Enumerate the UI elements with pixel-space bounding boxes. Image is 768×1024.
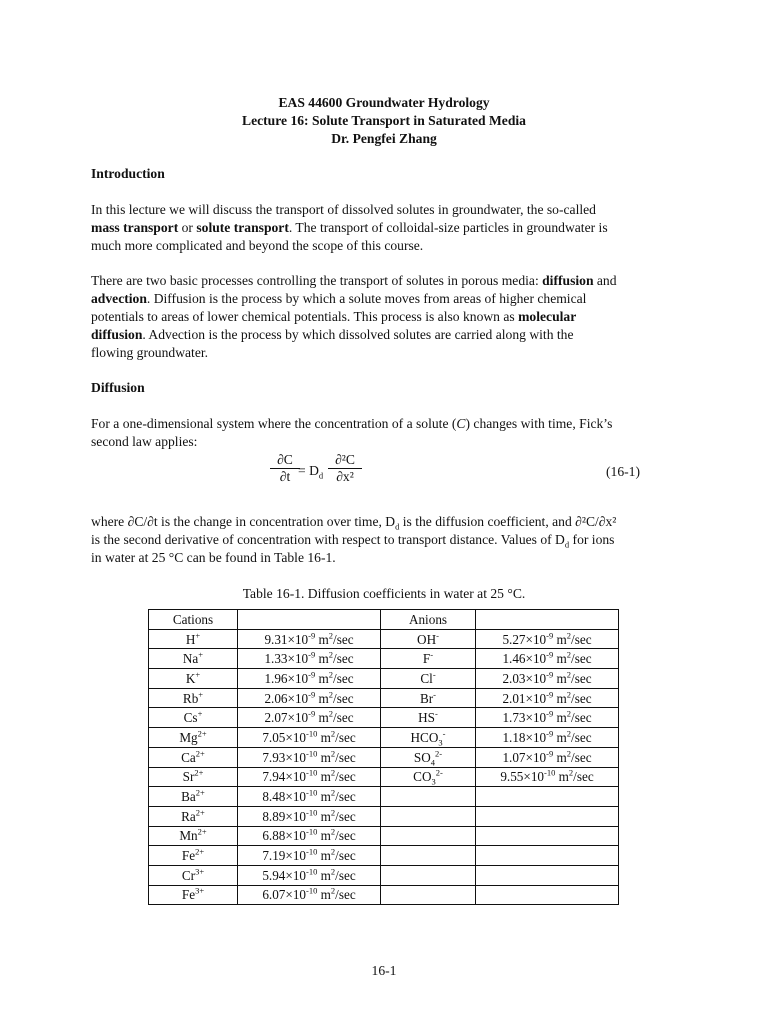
table-header-row xyxy=(149,610,619,630)
header-anions: Anions xyxy=(381,610,476,630)
unit-exponent: 2 xyxy=(566,649,572,660)
unit-exponent: 2 xyxy=(330,866,336,877)
coef-unit: m xyxy=(553,631,567,647)
coef-mantissa: 1.96×10 xyxy=(264,670,309,686)
coef-unit: m xyxy=(317,729,331,745)
term-mass-transport: mass transport xyxy=(91,220,179,235)
cation-coefficient xyxy=(238,688,381,708)
coef-unit: m xyxy=(553,749,567,765)
unit-exponent: 2 xyxy=(566,748,572,759)
table-row xyxy=(149,767,619,787)
coef-exponent: -10 xyxy=(306,728,318,739)
unit-exponent: 2 xyxy=(328,708,334,719)
coef-unit-sec: /sec xyxy=(571,651,592,667)
coef-exponent: -9 xyxy=(546,669,554,680)
coef-unit: m xyxy=(315,631,329,647)
anion-cell xyxy=(381,669,476,689)
anion-cell xyxy=(381,747,476,767)
cation-symbol: Sr xyxy=(182,769,195,785)
header-cation-values xyxy=(238,610,381,630)
table-row xyxy=(149,747,619,767)
anion-charge: - xyxy=(442,728,446,739)
table-row xyxy=(149,806,619,826)
coef-mantissa: 7.94×10 xyxy=(262,769,307,785)
intro-p1-line2-rest: . The transport of colloidal-size particles in groundwater is xyxy=(288,220,608,235)
coef-exponent: -10 xyxy=(306,787,318,798)
coef-unit: m xyxy=(553,710,567,726)
cation-coefficient xyxy=(238,708,381,728)
diff-p2-line2 xyxy=(91,531,691,549)
cation-charge: 3+ xyxy=(195,886,205,897)
coef-unit-sec: /sec xyxy=(571,729,592,745)
eq-rhs-denominator: ∂x² xyxy=(336,469,354,484)
coef-unit: m xyxy=(317,789,331,805)
anion-subscript: 4 xyxy=(430,757,435,768)
anion-symbol: HCO xyxy=(410,729,439,745)
cation-coefficient xyxy=(238,669,381,689)
unit-exponent: 2 xyxy=(330,728,336,739)
coef-unit-sec: /sec xyxy=(571,670,592,686)
diff-p2-text-a: where ∂C/∂t is the change in concentration over time, D xyxy=(91,514,396,529)
coef-unit: m xyxy=(317,887,331,903)
cation-symbol: Cs xyxy=(183,710,198,726)
cation-cell xyxy=(149,826,238,846)
cation-cell xyxy=(149,747,238,767)
cation-symbol: H xyxy=(185,631,196,647)
cation-symbol: Ra xyxy=(181,808,196,824)
cation-charge: + xyxy=(197,708,203,719)
eq-lhs-numerator: ∂C xyxy=(270,452,300,469)
table-row xyxy=(149,669,619,689)
anion-symbol: OH xyxy=(417,631,437,647)
coef-unit-sec: /sec xyxy=(571,710,592,726)
intro-p2-line5: flowing groundwater. xyxy=(91,345,209,360)
intro-p2-line3-text: potentials to areas of lower chemical potentials. This process is also known as xyxy=(91,309,519,324)
coef-mantissa: 9.31×10 xyxy=(264,631,309,647)
cation-charge: 2+ xyxy=(197,827,207,838)
unit-exponent: 2 xyxy=(566,689,572,700)
lecture-title: Lecture 16: Solute Transport in Saturated Media xyxy=(242,113,526,128)
coef-unit-sec: /sec xyxy=(335,808,356,824)
cation-cell xyxy=(149,688,238,708)
eq-d-subscript: d xyxy=(318,470,324,481)
coef-exponent: -10 xyxy=(306,827,318,838)
diff-p2-line1 xyxy=(91,513,691,531)
anion-coefficient xyxy=(476,747,619,767)
cation-charge: 3+ xyxy=(195,866,205,877)
coef-mantissa: 8.48×10 xyxy=(262,789,307,805)
diff-p2-sub-b: d xyxy=(564,539,570,550)
table-row xyxy=(149,846,619,866)
anion-coefficient xyxy=(476,629,619,649)
intro-p2-line3 xyxy=(91,308,646,326)
term-molecular: molecular xyxy=(518,309,577,324)
cation-symbol: Mn xyxy=(179,828,198,844)
anion-coefficient xyxy=(476,806,619,826)
coef-exponent: -10 xyxy=(306,886,318,897)
coef-unit-sec: /sec xyxy=(573,769,594,785)
coef-exponent: -9 xyxy=(546,748,554,759)
coef-unit-sec: /sec xyxy=(333,670,354,686)
intro-p2-line1 xyxy=(91,272,646,290)
anion-coefficient xyxy=(476,688,619,708)
coef-unit-sec: /sec xyxy=(335,887,356,903)
cation-coefficient xyxy=(238,846,381,866)
coef-exponent: -9 xyxy=(308,669,316,680)
anion-symbol: CO xyxy=(413,769,432,785)
cation-charge: + xyxy=(198,689,204,700)
coef-unit-sec: /sec xyxy=(335,769,356,785)
unit-exponent: 2 xyxy=(330,787,336,798)
intro-paragraph-2 xyxy=(91,272,646,362)
header-anion-values xyxy=(476,610,619,630)
coef-mantissa: 8.89×10 xyxy=(262,808,307,824)
cation-symbol: Rb xyxy=(182,690,199,706)
cation-charge: 2+ xyxy=(195,748,205,759)
diffusion-paragraph-2 xyxy=(91,513,691,567)
anion-charge: - xyxy=(430,649,434,660)
cation-cell xyxy=(149,669,238,689)
term-diffusion: diffusion xyxy=(542,273,594,288)
cation-symbol: Mg xyxy=(179,729,198,745)
coef-mantissa: 1.18×10 xyxy=(502,729,547,745)
unit-exponent: 2 xyxy=(328,669,334,680)
coef-unit-sec: /sec xyxy=(335,867,356,883)
anion-coefficient xyxy=(476,846,619,866)
cation-charge: 2+ xyxy=(197,728,207,739)
coef-mantissa: 2.01×10 xyxy=(502,690,547,706)
anion-coefficient xyxy=(476,826,619,846)
cation-charge: 2+ xyxy=(195,807,205,818)
coef-unit-sec: /sec xyxy=(335,729,356,745)
term-advection: advection xyxy=(91,291,147,306)
anion-symbol: Cl xyxy=(420,670,433,686)
table-row xyxy=(149,728,619,748)
coef-unit-sec: /sec xyxy=(335,789,356,805)
anion-coefficient xyxy=(476,708,619,728)
anion-charge: 2- xyxy=(435,748,443,759)
cation-symbol: Ba xyxy=(181,789,196,805)
table-row xyxy=(149,787,619,807)
course-title: EAS 44600 Groundwater Hydrology xyxy=(278,95,490,110)
coef-mantissa: 6.07×10 xyxy=(262,887,307,903)
cation-symbol: Cr xyxy=(181,867,196,883)
cation-symbol: K xyxy=(185,670,196,686)
coef-unit: m xyxy=(553,651,567,667)
cation-coefficient xyxy=(238,629,381,649)
diff-p2-sub-a: d xyxy=(395,521,400,532)
cation-cell xyxy=(149,629,238,649)
instructor-name: Dr. Pengfei Zhang xyxy=(331,131,437,146)
cation-charge: + xyxy=(195,669,201,680)
intro-p2-line2-text: . Diffusion is the process by which a solute moves from areas of higher chemical xyxy=(146,291,587,306)
coef-mantissa: 2.06×10 xyxy=(264,690,309,706)
coef-unit: m xyxy=(317,749,331,765)
anion-cell xyxy=(381,649,476,669)
anion-subscript: 3 xyxy=(438,737,443,748)
table-row xyxy=(149,826,619,846)
diff-p2-text-b: is the second derivative of concentration with respect to transport distance. Values of D xyxy=(91,532,565,547)
anion-symbol: HS xyxy=(418,710,435,726)
table-caption: Table 16-1. Diffusion coefficients in water at 25 °C. xyxy=(242,586,526,601)
cation-charge: + xyxy=(195,630,201,641)
anion-coefficient xyxy=(476,767,619,787)
coef-exponent: -9 xyxy=(546,630,554,641)
eq-rhs-numerator: ∂²C xyxy=(328,452,362,469)
coef-exponent: -10 xyxy=(306,767,318,778)
anion-subscript: 3 xyxy=(431,776,436,787)
anion-cell xyxy=(381,806,476,826)
coef-mantissa: 5.27×10 xyxy=(502,631,547,647)
coef-unit: m xyxy=(315,710,329,726)
cation-cell xyxy=(149,728,238,748)
anion-cell xyxy=(381,708,476,728)
anion-coefficient xyxy=(476,865,619,885)
anion-cell xyxy=(381,688,476,708)
unit-exponent: 2 xyxy=(330,886,336,897)
coef-unit: m xyxy=(553,670,567,686)
coef-unit-sec: /sec xyxy=(333,690,354,706)
anion-cell xyxy=(381,846,476,866)
eq-middle xyxy=(298,462,323,480)
coef-mantissa: 5.94×10 xyxy=(262,867,307,883)
unit-exponent: 2 xyxy=(566,669,572,680)
coef-exponent: -9 xyxy=(546,728,554,739)
anion-symbol: Br xyxy=(419,690,434,706)
coef-exponent: -9 xyxy=(546,708,554,719)
cation-charge: 2+ xyxy=(195,846,205,857)
anion-cell xyxy=(381,728,476,748)
unit-exponent: 2 xyxy=(328,630,334,641)
coef-unit: m xyxy=(553,729,567,745)
coef-mantissa: 7.19×10 xyxy=(262,848,307,864)
coef-exponent: -10 xyxy=(544,767,556,778)
table-row xyxy=(149,629,619,649)
coef-mantissa: 9.55×10 xyxy=(500,769,545,785)
anion-charge: - xyxy=(436,630,439,641)
anion-coefficient xyxy=(476,728,619,748)
cation-coefficient xyxy=(238,885,381,905)
coef-unit-sec: /sec xyxy=(335,848,356,864)
diffusion-paragraph-1 xyxy=(91,415,646,451)
diff-p1-text-b: ) changes with time, Fick’s xyxy=(465,416,613,431)
cation-coefficient xyxy=(238,747,381,767)
coef-exponent: -9 xyxy=(546,649,554,660)
term-solute-transport: solute transport xyxy=(196,220,289,235)
cation-charge: 2+ xyxy=(194,767,204,778)
header-cations: Cations xyxy=(149,610,238,630)
coef-unit-sec: /sec xyxy=(333,631,354,647)
coef-exponent: -9 xyxy=(308,649,316,660)
coef-mantissa: 6.88×10 xyxy=(262,828,307,844)
intro-p1-line3: much more complicated and beyond the scope of this course. xyxy=(91,238,424,253)
intro-p2-line4-text: . Advection is the process by which dissolved solutes are carried along with the xyxy=(142,327,574,342)
cation-coefficient xyxy=(238,728,381,748)
eq-lhs-denominator: ∂t xyxy=(279,469,291,484)
unit-exponent: 2 xyxy=(330,846,336,857)
anion-symbol: F xyxy=(422,651,431,667)
cation-cell xyxy=(149,865,238,885)
unit-exponent: 2 xyxy=(330,827,336,838)
concentration-variable: C xyxy=(456,416,466,431)
intro-p2-line4 xyxy=(91,326,646,344)
unit-exponent: 2 xyxy=(330,748,336,759)
page-number: 16-1 xyxy=(371,963,397,978)
anion-cell xyxy=(381,629,476,649)
coef-mantissa: 1.73×10 xyxy=(502,710,547,726)
coef-exponent: -10 xyxy=(306,846,318,857)
cation-cell xyxy=(149,649,238,669)
coef-mantissa: 7.93×10 xyxy=(262,749,307,765)
coef-unit-sec: /sec xyxy=(333,710,354,726)
unit-exponent: 2 xyxy=(328,689,334,700)
anion-coefficient xyxy=(476,885,619,905)
coef-unit: m xyxy=(317,769,331,785)
intro-p1-line1: In this lecture we will discuss the transport of dissolved solutes in groundwater, the so-called xyxy=(91,202,596,217)
coef-mantissa: 1.46×10 xyxy=(502,651,547,667)
cation-coefficient xyxy=(238,806,381,826)
anion-cell xyxy=(381,885,476,905)
anion-symbol: SO xyxy=(413,749,431,765)
table-row xyxy=(149,708,619,728)
coef-exponent: -10 xyxy=(306,807,318,818)
coef-unit: m xyxy=(315,690,329,706)
table-row xyxy=(149,865,619,885)
cation-cell xyxy=(149,708,238,728)
cation-coefficient xyxy=(238,826,381,846)
eq-equals-d: = D xyxy=(298,463,319,478)
equation-number: (16-1) xyxy=(606,464,640,479)
anion-coefficient xyxy=(476,649,619,669)
coef-unit-sec: /sec xyxy=(335,828,356,844)
coef-unit: m xyxy=(555,769,569,785)
cation-cell xyxy=(149,846,238,866)
eq-lhs-fraction xyxy=(270,452,300,485)
term-molecular-diffusion: diffusion xyxy=(91,327,143,342)
coef-exponent: -9 xyxy=(308,630,316,641)
coef-unit: m xyxy=(553,690,567,706)
cation-cell xyxy=(149,787,238,807)
coef-exponent: -9 xyxy=(308,689,316,700)
cation-coefficient xyxy=(238,649,381,669)
cation-coefficient xyxy=(238,787,381,807)
cation-symbol: Na xyxy=(182,651,199,667)
cation-charge: + xyxy=(198,649,204,660)
unit-exponent: 2 xyxy=(330,807,336,818)
intro-p1-line2 xyxy=(91,219,646,237)
intro-p2-line1-end: and xyxy=(593,273,617,288)
anion-cell xyxy=(381,865,476,885)
unit-exponent: 2 xyxy=(568,767,574,778)
unit-exponent: 2 xyxy=(566,728,572,739)
diffusion-coefficient-table xyxy=(148,609,619,905)
introduction-heading: Introduction xyxy=(91,166,165,181)
coef-mantissa: 7.05×10 xyxy=(262,729,307,745)
cation-coefficient xyxy=(238,767,381,787)
cation-symbol: Fe xyxy=(181,887,196,903)
coef-unit: m xyxy=(317,808,331,824)
coef-unit-sec: /sec xyxy=(571,690,592,706)
coef-exponent: -10 xyxy=(306,748,318,759)
anion-cell xyxy=(381,826,476,846)
intro-paragraph-1 xyxy=(91,201,646,255)
unit-exponent: 2 xyxy=(566,630,572,641)
cation-symbol: Ca xyxy=(181,749,196,765)
coef-unit-sec: /sec xyxy=(571,749,592,765)
anion-cell xyxy=(381,787,476,807)
coef-unit: m xyxy=(315,670,329,686)
coef-mantissa: 1.33×10 xyxy=(264,651,309,667)
diff-p2-text-b2: for ions xyxy=(569,532,615,547)
table-row xyxy=(149,649,619,669)
intro-p2-line2 xyxy=(91,290,646,308)
unit-exponent: 2 xyxy=(566,708,572,719)
anion-coefficient xyxy=(476,669,619,689)
diff-p1-line2: second law applies: xyxy=(91,434,198,449)
anion-cell xyxy=(381,767,476,787)
diff-p1-line1 xyxy=(91,415,646,433)
cation-cell xyxy=(149,806,238,826)
cation-charge: 2+ xyxy=(195,787,205,798)
unit-exponent: 2 xyxy=(330,767,336,778)
anion-charge: 2- xyxy=(435,767,443,778)
coef-exponent: -9 xyxy=(546,689,554,700)
intro-p1-or: or xyxy=(178,220,197,235)
coef-mantissa: 2.03×10 xyxy=(502,670,547,686)
cation-cell xyxy=(149,885,238,905)
diffusion-heading: Diffusion xyxy=(91,380,145,395)
coef-mantissa: 2.07×10 xyxy=(264,710,309,726)
cation-coefficient xyxy=(238,865,381,885)
coef-unit: m xyxy=(317,848,331,864)
anion-coefficient xyxy=(476,787,619,807)
coef-unit-sec: /sec xyxy=(333,651,354,667)
coef-unit-sec: /sec xyxy=(335,749,356,765)
anion-charge: - xyxy=(433,689,437,700)
coef-exponent: -10 xyxy=(306,866,318,877)
diff-p2-line3: in water at 25 °C can be found in Table 16-1. xyxy=(91,550,336,565)
coef-exponent: -9 xyxy=(308,708,316,719)
unit-exponent: 2 xyxy=(328,649,334,660)
coef-unit: m xyxy=(315,651,329,667)
intro-p2-line1-text: There are two basic processes controlling the transport of solutes in porous media: xyxy=(91,273,543,288)
diff-p2-text-a2: is the diffusion coefficient, and ∂²C/∂x² xyxy=(399,514,617,529)
anion-charge: - xyxy=(435,708,438,719)
coef-unit-sec: /sec xyxy=(571,631,592,647)
table-row xyxy=(149,885,619,905)
cation-cell xyxy=(149,767,238,787)
cation-symbol: Fe xyxy=(181,848,196,864)
fick-equation xyxy=(270,452,390,496)
coef-unit: m xyxy=(317,828,331,844)
coef-mantissa: 1.07×10 xyxy=(502,749,547,765)
anion-charge: - xyxy=(432,669,436,680)
table-row xyxy=(149,688,619,708)
coef-unit: m xyxy=(317,867,331,883)
eq-rhs-fraction xyxy=(328,452,362,485)
diff-p1-text-a: For a one-dimensional system where the concentration of a solute ( xyxy=(91,416,457,431)
